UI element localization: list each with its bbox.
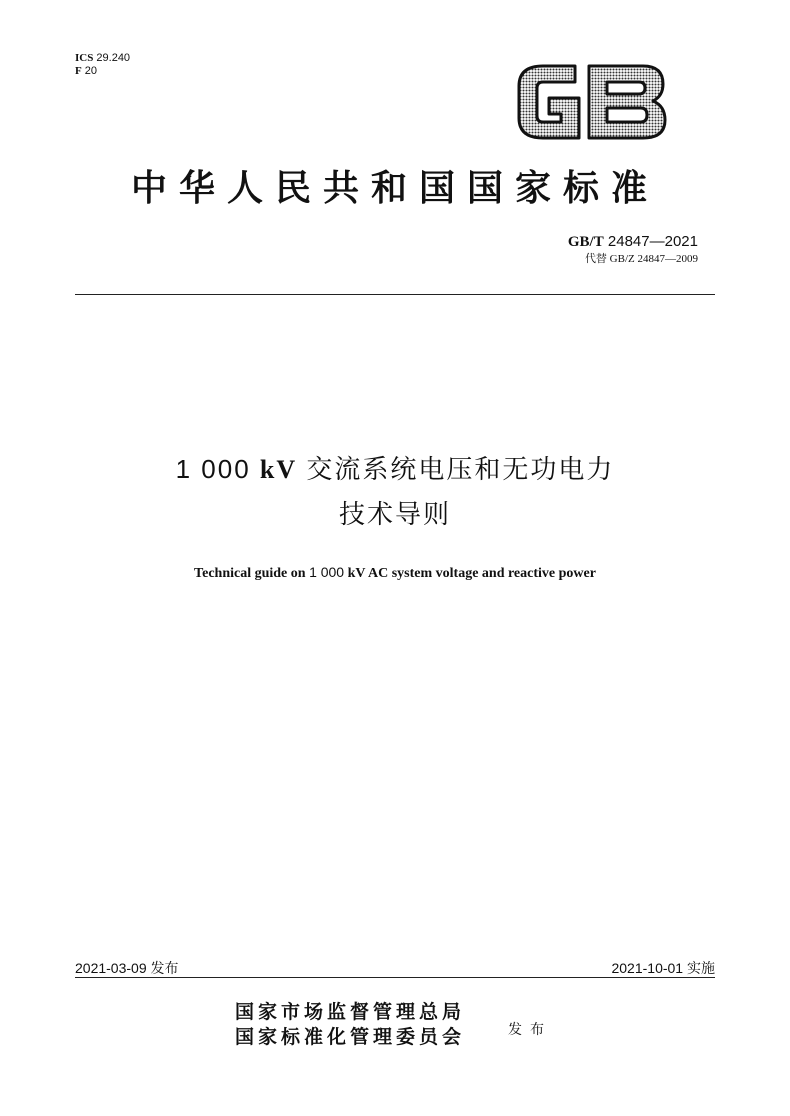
english-title-pre: Technical guide on	[194, 566, 306, 581]
issuing-organizations	[235, 1000, 465, 1050]
standard-number-block	[568, 233, 698, 266]
ccs-value: 20	[84, 65, 98, 77]
issue-date: 2021-03-09 发布	[75, 960, 179, 976]
implementation-date: 2021-10-01 实施	[611, 960, 715, 976]
standard-number	[568, 233, 698, 251]
standard-prefix: GB/T	[567, 234, 604, 250]
national-standard-title: 中华人民共和国国家标准	[130, 167, 659, 209]
standard-code: 24847—2021	[607, 233, 698, 250]
document-title	[0, 447, 790, 536]
ics-label: ICS	[75, 52, 94, 64]
ics-value: 29.240	[96, 52, 131, 64]
title-voltage-number: 1 000	[175, 454, 251, 484]
top-divider	[75, 294, 715, 295]
title-line-1-text: 交流系统电压和无功电力	[306, 454, 615, 484]
issuer-sac: 国家标准化管理委员会	[235, 1026, 466, 1048]
english-title-number: 1 000	[309, 564, 345, 580]
english-title-post: kV AC system voltage and reactive power	[347, 566, 596, 581]
issuer-samr: 国家市场监督管理总局	[235, 1001, 466, 1023]
ccs-code	[75, 65, 130, 78]
issue-label: 发布	[508, 1021, 552, 1037]
replaces-note: 代替 GB/Z 24847—2009	[584, 253, 698, 265]
bottom-divider	[75, 977, 715, 978]
title-voltage-unit: kV	[259, 455, 298, 484]
classification-codes	[75, 52, 130, 78]
ccs-label: F	[75, 65, 82, 77]
ics-code	[75, 52, 130, 65]
english-title	[0, 564, 790, 582]
gb-logo	[513, 62, 669, 142]
title-line-1	[0, 447, 790, 492]
title-line-2: 技术导则	[338, 499, 451, 529]
